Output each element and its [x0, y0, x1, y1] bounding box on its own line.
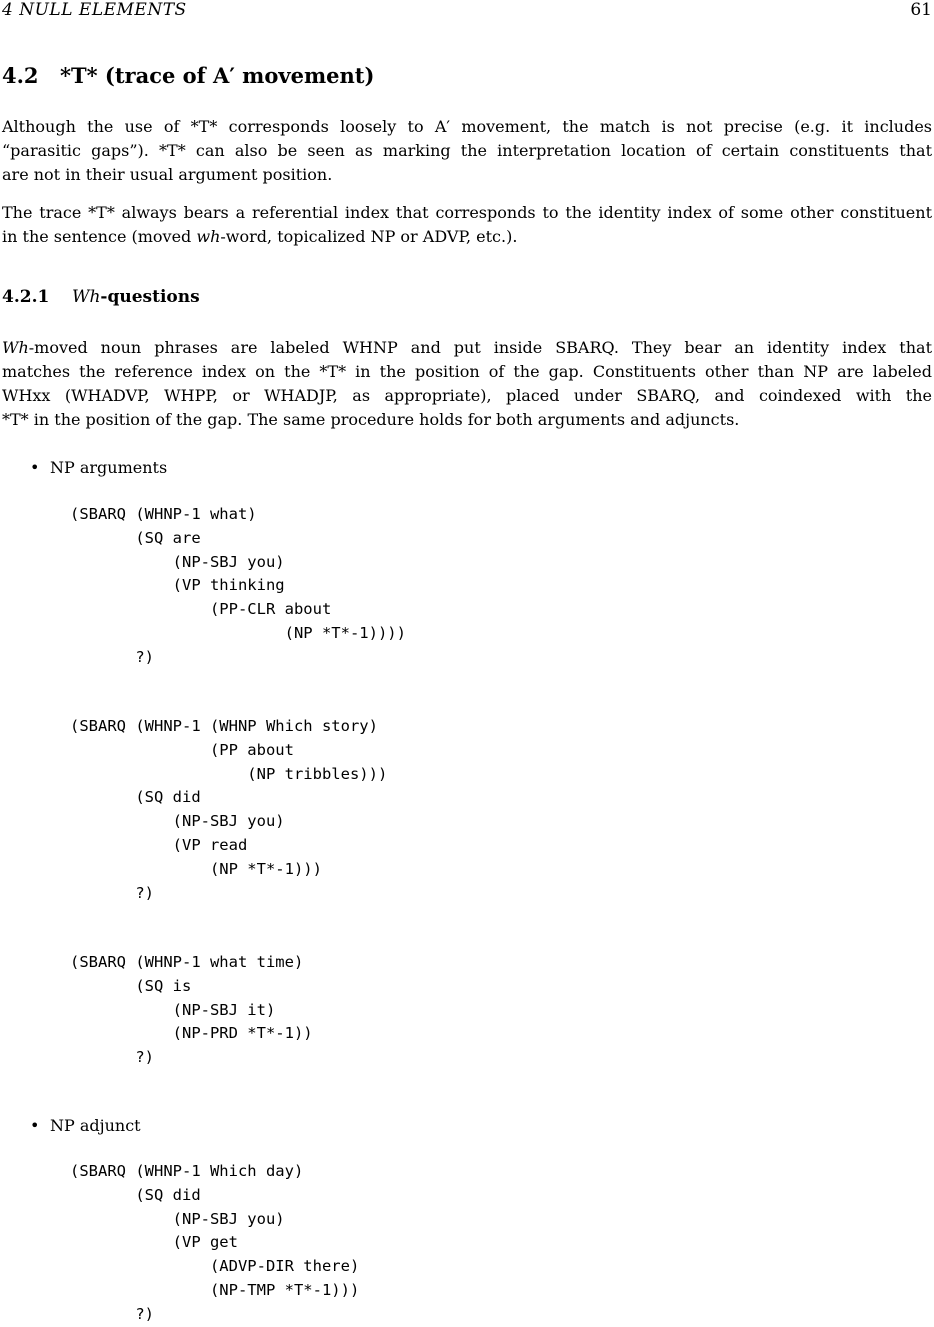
code-example: (SBARQ (WHNP-1 what time) (SQ is (NP-SBJ it) (NP-PRD *T*-1)) ?): [70, 953, 313, 1067]
bullet-label: NP arguments: [50, 458, 168, 477]
code-example: (SBARQ (WHNP-1 what) (SQ are (NP-SBJ you) (VP thinking (PP-CLR about (NP *T*-1)))) ?): [70, 505, 406, 666]
code-example: (SBARQ (WHNP-1 Which day) (SQ did (NP-SBJ you) (VP get (ADVP-DIR there) (NP-TMP *T*-1))) ?): [70, 1162, 360, 1323]
subsection-heading: [2, 287, 200, 307]
bullet-icon: •: [30, 1116, 40, 1135]
bullet-item: [30, 458, 167, 477]
page-number: 61: [910, 0, 932, 20]
paragraph-line: Although the use of *T* corresponds loosely to A′ movement, the match is not precise (e.g. it includes: [2, 117, 932, 136]
text-run: -word, topicalized NP or ADVP, etc.).: [220, 227, 518, 246]
italic-wh: Wh: [2, 338, 29, 357]
section-number: 4.2: [2, 63, 39, 88]
paragraph-line: are not in their usual argument position.: [2, 165, 333, 184]
paragraph-line: matches the reference index on the *T* in the position of the gap. Constituents other than NP are labeled: [2, 362, 932, 381]
paragraph-line: The trace *T* always bears a referential index that corresponds to the identity index of some other constituent: [2, 203, 932, 222]
paragraph-wh-questions: [2, 336, 932, 432]
subsection-title: -questions: [100, 287, 200, 307]
paragraph-intro: [2, 115, 932, 187]
paragraph-line: [2, 336, 932, 360]
bullet-label: NP adjunct: [50, 1116, 141, 1135]
section-title: *T* (trace of A′ movement): [60, 63, 375, 88]
subsection-title-italic: Wh: [72, 287, 101, 307]
code-example: (SBARQ (WHNP-1 (WHNP Which story) (PP about (NP tribbles))) (SQ did (NP-SBJ you) (VP read (NP *T*-1))) ?): [70, 717, 388, 902]
bullet-icon: •: [30, 458, 40, 477]
text-run: in the sentence (moved: [2, 227, 197, 246]
running-head: 4 NULL ELEMENTS: [2, 0, 187, 20]
paragraph-line: *T* in the position of the gap. The same procedure holds for both arguments and adjuncts.: [2, 410, 740, 429]
italic-wh: wh: [196, 227, 221, 246]
paragraph-line: “parasitic gaps”). *T* can also be seen as marking the interpretation location of certain constituents that: [2, 141, 932, 160]
paragraph-trace: [2, 201, 932, 249]
paragraph-line: WHxx (WHADVP, WHPP, or WHADJP, as appropriate), placed under SBARQ, and coindexed with the: [2, 386, 932, 405]
bullet-item: [30, 1116, 141, 1135]
subsection-number: 4.2.1: [2, 287, 50, 307]
section-heading: [2, 63, 374, 88]
paragraph-line: [2, 225, 932, 249]
text-run: -moved noun phrases are labeled WHNP and put inside SBARQ. They bear an identity index that: [28, 338, 932, 357]
